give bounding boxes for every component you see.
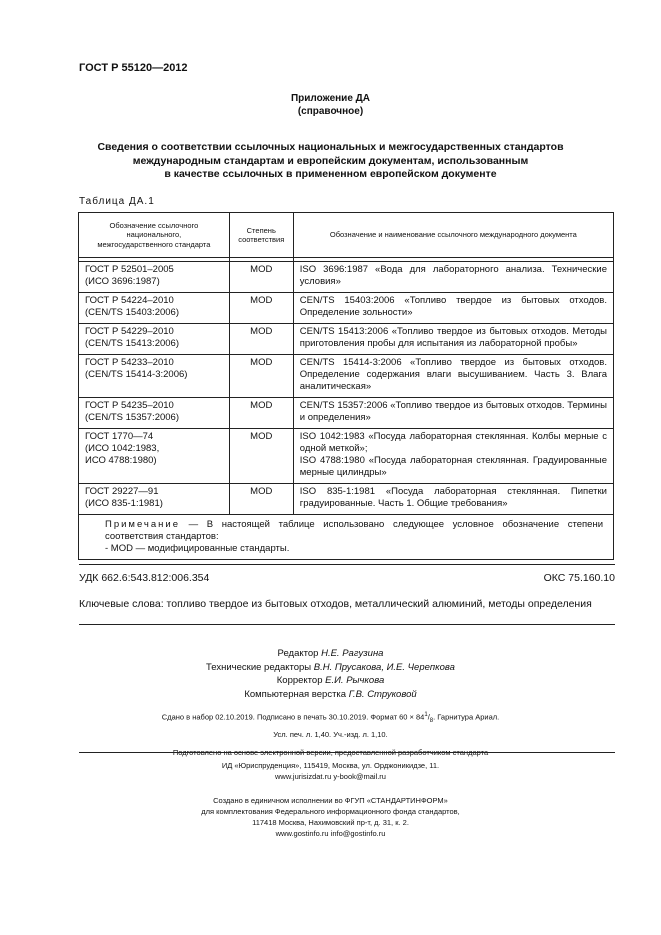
printer: [0, 795, 661, 839]
divider: [79, 752, 615, 753]
table-caption: Таблица ДА.1: [79, 196, 155, 207]
table-row: [79, 429, 614, 484]
table-header-row: [79, 213, 614, 258]
cell-standard: ГОСТ Р 54224–2010 (CEN/TS 15403:2006): [79, 293, 230, 324]
imprint: [0, 710, 661, 758]
table-row: [79, 355, 614, 398]
credit-layout: Компьютерная верстка Г.В. Струковой: [244, 688, 417, 700]
cell-document: ISO 1042:1983 «Посуда лабораторная стеклянная. Колбы мерные с одной меткой»; ISO 4788:1980 «Посуда лабораторная стеклянная. Градуированные мерные цилиндры»: [293, 429, 613, 484]
table-note-row: [79, 515, 614, 560]
cell-degree: MOD: [229, 484, 293, 515]
cell-document: CEN/TS 15413:2006 «Топливо твердое из бытовых отходов. Методы приготовления пробы для испытания из лабораторной пробы»: [293, 324, 613, 355]
keywords: Ключевые слова: топливо твердое из бытовых отходов, металлический алюминий, методы определения: [79, 598, 592, 610]
udk-code: УДК 662.6:543.812:006.354: [79, 572, 210, 584]
cell-degree: MOD: [229, 293, 293, 324]
section-title-line: международным стандартам и европейским документам, использованным: [132, 154, 529, 167]
cell-standard: ГОСТ Р 54233–2010 (CEN/TS 15414-3:2006): [79, 355, 230, 398]
table-row: [79, 484, 614, 515]
imprint-line: Сдано в набор 02.10.2019. Подписано в печать 30.10.2019. Формат $60 \times 84^1/_8$. Гарнитура Ариал.: [161, 712, 500, 724]
cell-document: CEN/TS 15357:2006 «Топливо твердое из бытовых отходов. Термины и определения»: [293, 398, 613, 429]
table-note: [79, 515, 614, 560]
imprint-line: Усл. печ. л. 1,40. Уч.-изд. л. 1,10.: [273, 730, 388, 739]
printer-line: www.gostinfo.ru info@gostinfo.ru: [275, 829, 386, 838]
table-row: [79, 398, 614, 429]
cell-degree: MOD: [229, 429, 293, 484]
divider: [79, 564, 615, 565]
cell-document: ISO 3696:1987 «Вода для лабораторного анализа. Технические условия»: [293, 262, 613, 293]
header-text: соответствия: [238, 235, 285, 244]
cell-document: CEN/TS 15414-3:2006 «Топливо твердое из бытовых отходов. Определение содержания влаги высушиванием. Часть 3. Влага аналитическая»: [293, 355, 613, 398]
cell-degree: MOD: [229, 262, 293, 293]
cell-degree: MOD: [229, 355, 293, 398]
column-header-standard: [79, 213, 230, 258]
header-text: Обозначение ссылочного: [109, 220, 199, 230]
correspondence-table: [78, 212, 614, 560]
publisher-line: ИД «Юриспруденция», 115419, Москва, ул. Орджоникидзе, 11.: [221, 761, 440, 770]
table-row: [79, 262, 614, 293]
printer-line: Создано в единичном исполнении во ФГУП «СТАНДАРТИНФОРМ»: [213, 796, 448, 805]
credit-editor: Редактор Н.Е. Рагузина: [277, 648, 384, 659]
publisher-line: www.jurisizdat.ru y-book@mail.ru: [275, 772, 386, 781]
column-header-degree: [229, 213, 293, 258]
section-title-line: в качестве ссылочных в примененном европейском документе: [164, 168, 497, 180]
header-text: национального,: [126, 230, 182, 240]
header-text: Степень: [246, 225, 276, 235]
credit-tech-editors: Технические редакторы В.Н. Прусакова, И.Е. Черепкова: [206, 661, 455, 673]
appendix-subtitle: (справочное): [297, 106, 364, 117]
imprint-line: Подготовлено на основе электронной версии, предоставленной разработчиком стандарта: [172, 748, 489, 757]
table-row: [79, 324, 614, 355]
column-header-document: Обозначение и наименование ссылочного международного документа: [293, 213, 613, 258]
cell-standard: ГОСТ 1770—74 (ИСО 1042:1983, ИСО 4788:1980): [79, 429, 230, 484]
oks-code: ОКС 75.160.10: [543, 572, 615, 584]
credits: [0, 647, 661, 701]
cell-standard: ГОСТ Р 54229–2010 (CEN/TS 15413:2006): [79, 324, 230, 355]
divider: [79, 624, 615, 625]
publisher: [0, 760, 661, 782]
table-row: [79, 293, 614, 324]
cell-standard: ГОСТ Р 54235–2010 (CEN/TS 15357:2006): [79, 398, 230, 429]
cell-degree: MOD: [229, 398, 293, 429]
cell-document: CEN/TS 15403:2006 «Топливо твердое из бытовых отходов. Определение зольности»: [293, 293, 613, 324]
section-title: [60, 141, 601, 182]
printer-line: 117418 Москва, Нахимовский пр-т, д. 31, к. 2.: [252, 818, 409, 827]
appendix-title: Приложение ДА: [290, 93, 371, 104]
cell-standard: ГОСТ 29227—91 (ИСО 835-1:1981): [79, 484, 230, 515]
header-text: межгосударственного стандарта: [97, 239, 211, 249]
note-text: — В настоящей таблице использовано следующее условное обозначение степени соответствия стандартов:: [105, 519, 603, 542]
cell-degree: MOD: [229, 324, 293, 355]
standard-header: ГОСТ Р 55120—2012: [79, 62, 188, 74]
cell-standard: ГОСТ Р 52501–2005 (ИСО 3696:1987): [79, 262, 230, 293]
note-item: - MOD — модифицированные стандарты.: [105, 543, 290, 554]
section-title-line: Сведения о соответствии ссылочных национальных и межгосударственных стандартов: [97, 141, 564, 153]
credit-corrector: Корректор Е.И. Рычкова: [276, 675, 385, 686]
cell-document: ISO 835-1:1981 «Посуда лабораторная стеклянная. Пипетки градуированные. Часть 1. Общие требования»: [293, 484, 613, 515]
note-label: Примечание: [105, 519, 180, 530]
printer-line: для комплектования Федерального информационного фонда стандартов,: [201, 807, 460, 816]
